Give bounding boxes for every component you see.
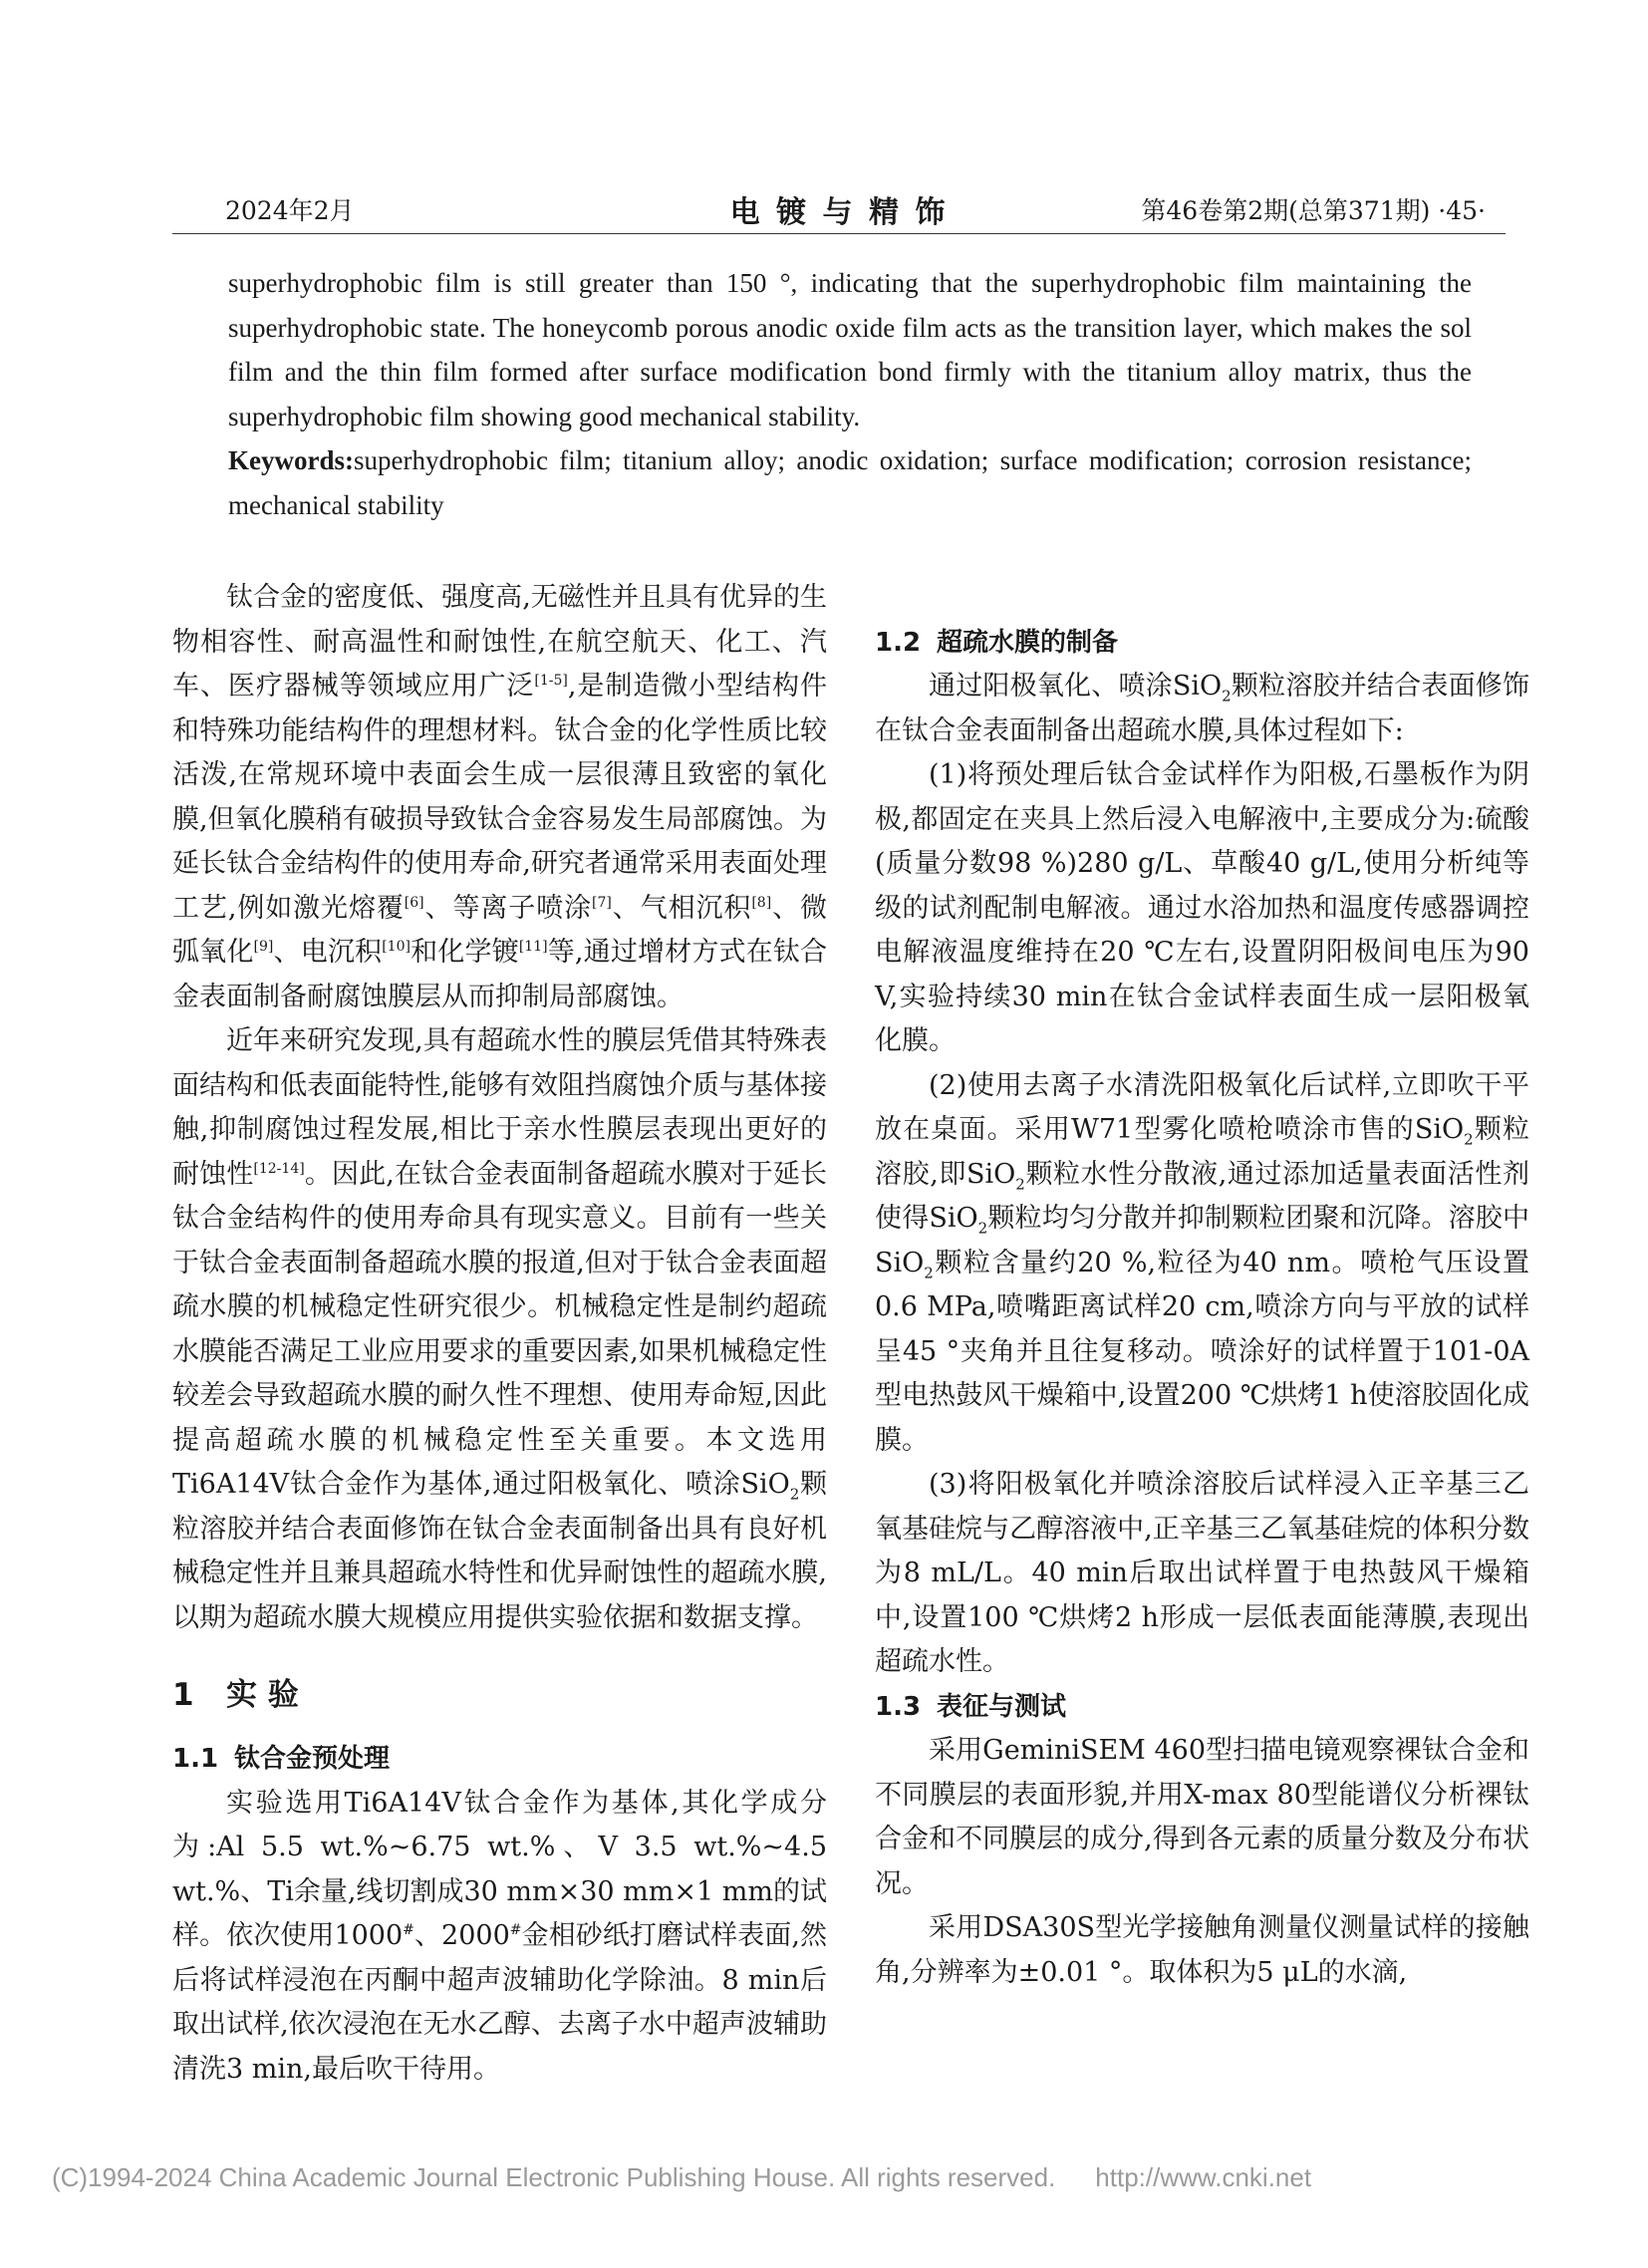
intro-paragraph-2: 近年来研究发现,具有超疏水性的膜层凭借其特殊表面结构和低表面能特性,能够有效阻挡腐蚀介质与基体接触,抑制腐蚀过程发展,相比于亲水性膜层表现出更好的耐蚀性[12-14]。因此,在钛合金表面制备超疏水膜对于延长钛合金结构件的使用寿命具有现实意义。目前有一些关于钛合金表面制备超疏水膜的报道,但对于钛合金表面超疏水膜的机械稳定性研究很少。机械稳定性是制约超疏水膜能否满足工业应用要求的重要因素,如果机械稳定性较差会导致超疏水膜的耐久性不理想、使用寿命短,因此提高超疏水膜的机械稳定性至关重要。本文选用Ti6A14V钛合金作为基体,通过阳极氧化、喷涂SiO$_2$颗粒溶胶并结合表面修饰在钛合金表面制备出具有良好机械稳定性并且兼具超疏水特性和优异耐蚀性的超疏水膜,以期为超疏水膜大规模应用提供实验依据和数据支撑。	[172, 1025, 828, 1633]
citation: [6]	[404, 894, 424, 911]
citation: [1-5]	[534, 673, 568, 689]
intro-paragraph-1: 钛合金的密度低、强度高,无磁性并且具有优异的生物相容性、耐高温性和耐蚀性,在航空航天、化工、汽车、医疗器械等领域应用广泛[1-5],是制造微小型结构件和特殊功能结构件的理想材料。钛合金的化学性质比较活泼,在常规环境中表面会生成一层很薄且致密的氧化膜,但氧化膜稍有破损导致钛合金容易发生局部腐蚀。为延长钛合金结构件的使用寿命,研究者通常采用表面处理工艺,例如激光熔覆[6]、等离子喷涂[7]、气相沉积[8]、微弧氧化[9]、电沉积[10]和化学镀[11]等,通过增材方式在钛合金表面制备耐腐蚀膜层从而抑制局部腐蚀。	[172, 582, 828, 1012]
citation: [12-14]	[253, 1160, 305, 1177]
subsection-heading-1-2: 1.2 超疏水膜的制备	[875, 627, 1119, 658]
citation: [7]	[592, 894, 612, 911]
issue-date: 2024年2月	[225, 196, 355, 225]
characterization-paragraph-2: 采用DSA30S型光学接触角测量仪测量试样的接触角,分辨率为±0.01 °。取体积为5 μL的水滴,	[875, 1912, 1529, 1988]
abstract-continuation: superhydrophobic film is still greater than 150 °, indicating that the superhydrophobic film maintaining the superhydrophobic state. The honeycomb porous anodic oxide film acts as the transition layer, which makes the sol film and the thin film formed after surface modification bond firmly with the titanium alloy matrix, thus the superhydrophobic film showing good mechanical stability.	[228, 268, 1472, 431]
citation: [8]	[751, 894, 772, 911]
cnki-url: http://www.cnki.net	[1095, 2162, 1312, 2192]
header-rule	[172, 233, 1506, 234]
copyright-text: (C)1994-2024 China Academic Journal Electronic Publishing House. All rights reserved.	[52, 2162, 1056, 2192]
right-column	[875, 576, 1529, 1995]
subsection-heading-1-1: 1.1 钛合金预处理	[172, 1744, 391, 1774]
citation: [11]	[518, 939, 548, 955]
preparation-step-2: (2)使用去离子水清洗阳极氧化后试样,立即吹干平放在桌面。采用W71型雾化喷枪喷涂市售的SiO$_2$颗粒溶胶,即SiO$_2$颗粒水性分散液,通过添加适量表面活性剂使得SiO$_2$颗粒均匀分散并抑制颗粒团聚和沉降。溶胶中SiO$_2$颗粒含量约20 %,粒径为40 nm。喷枪气压设置0.6 MPa,喷嘴距离试样20 cm,喷涂方向与平放的试样呈45 °夹角并且往复移动。喷涂好的试样置于101-0A型电热鼓风干燥箱中,设置200 ℃烘烤1 h使溶胶固化成膜。	[875, 1069, 1530, 1456]
characterization-paragraph-1: 采用GeminiSEM 460型扫描电镜观察裸钛合金和不同膜层的表面形貌,并用X-max 80型能谱仪分析裸钛合金和不同膜层的成分,得到各元素的质量分数及分布状况。	[875, 1735, 1529, 1899]
citation: [9]	[253, 939, 274, 955]
issue-info: 第46卷第2期(总第371期) ·45·	[1141, 196, 1486, 225]
pretreatment-paragraph: 实验选用Ti6A14V钛合金作为基体,其化学成分为:Al 5.5 wt.%~6.75 wt.%、V 3.5 wt.%~4.5 wt.%、Ti余量,线切割成30 mm×30 mm×1 mm的试样。依次使用1000#、2000#金相砂纸打磨试样表面,然后将试样浸泡在丙酮中超声波辅助化学除油。8 min后取出试样,依次浸泡在无水乙醇、去离子水中超声波辅助清洗3 min,最后吹干待用。	[172, 1787, 827, 2085]
citation: [10]	[382, 939, 411, 955]
keywords-line	[228, 438, 1472, 527]
journal-title: 电 镀 与 精 饰	[729, 195, 949, 230]
keywords-label: Keywords:	[228, 445, 354, 475]
subsection-heading-1-3: 1.3 表征与测试	[875, 1691, 1067, 1722]
english-abstract	[228, 261, 1472, 527]
left-column	[172, 576, 827, 2092]
preparation-intro: 通过阳极氧化、喷涂SiO$_2$颗粒溶胶并结合表面修饰在钛合金表面制备出超疏水膜,具体过程如下:	[875, 671, 1529, 746]
keywords-list: superhydrophobic film; titanium alloy; anodic oxidation; surface modification; corrosion resistance; mechanical stability	[228, 445, 1472, 520]
preparation-step-3: (3)将阳极氧化并喷涂溶胶后试样浸入正辛基三乙氧基硅烷与乙醇溶液中,正辛基三乙氧基硅烷的体积分数为8 mL/L。40 min后取出试样置于电热鼓风干燥箱中,设置100 ℃烘烤2 h形成一层低表面能薄膜,表现出超疏水性。	[875, 1469, 1529, 1677]
copyright-footer	[52, 2162, 1596, 2193]
preparation-step-1: (1)将预处理后钛合金试样作为阳极,石墨板作为阴极,都固定在夹具上然后浸入电解液中,主要成分为:硫酸(质量分数98 %)280 g/L、草酸40 g/L,使用分析纯等级的试剂配制电解液。通过水浴加热和温度传感器调控电解液温度维持在20 ℃左右,设置阴阳极间电压为90 V,实验持续30 min在钛合金试样表面生成一层阳极氧化膜。	[875, 759, 1529, 1056]
section-heading-experiment: 1 实 验	[172, 1677, 299, 1713]
running-header	[172, 189, 1506, 239]
